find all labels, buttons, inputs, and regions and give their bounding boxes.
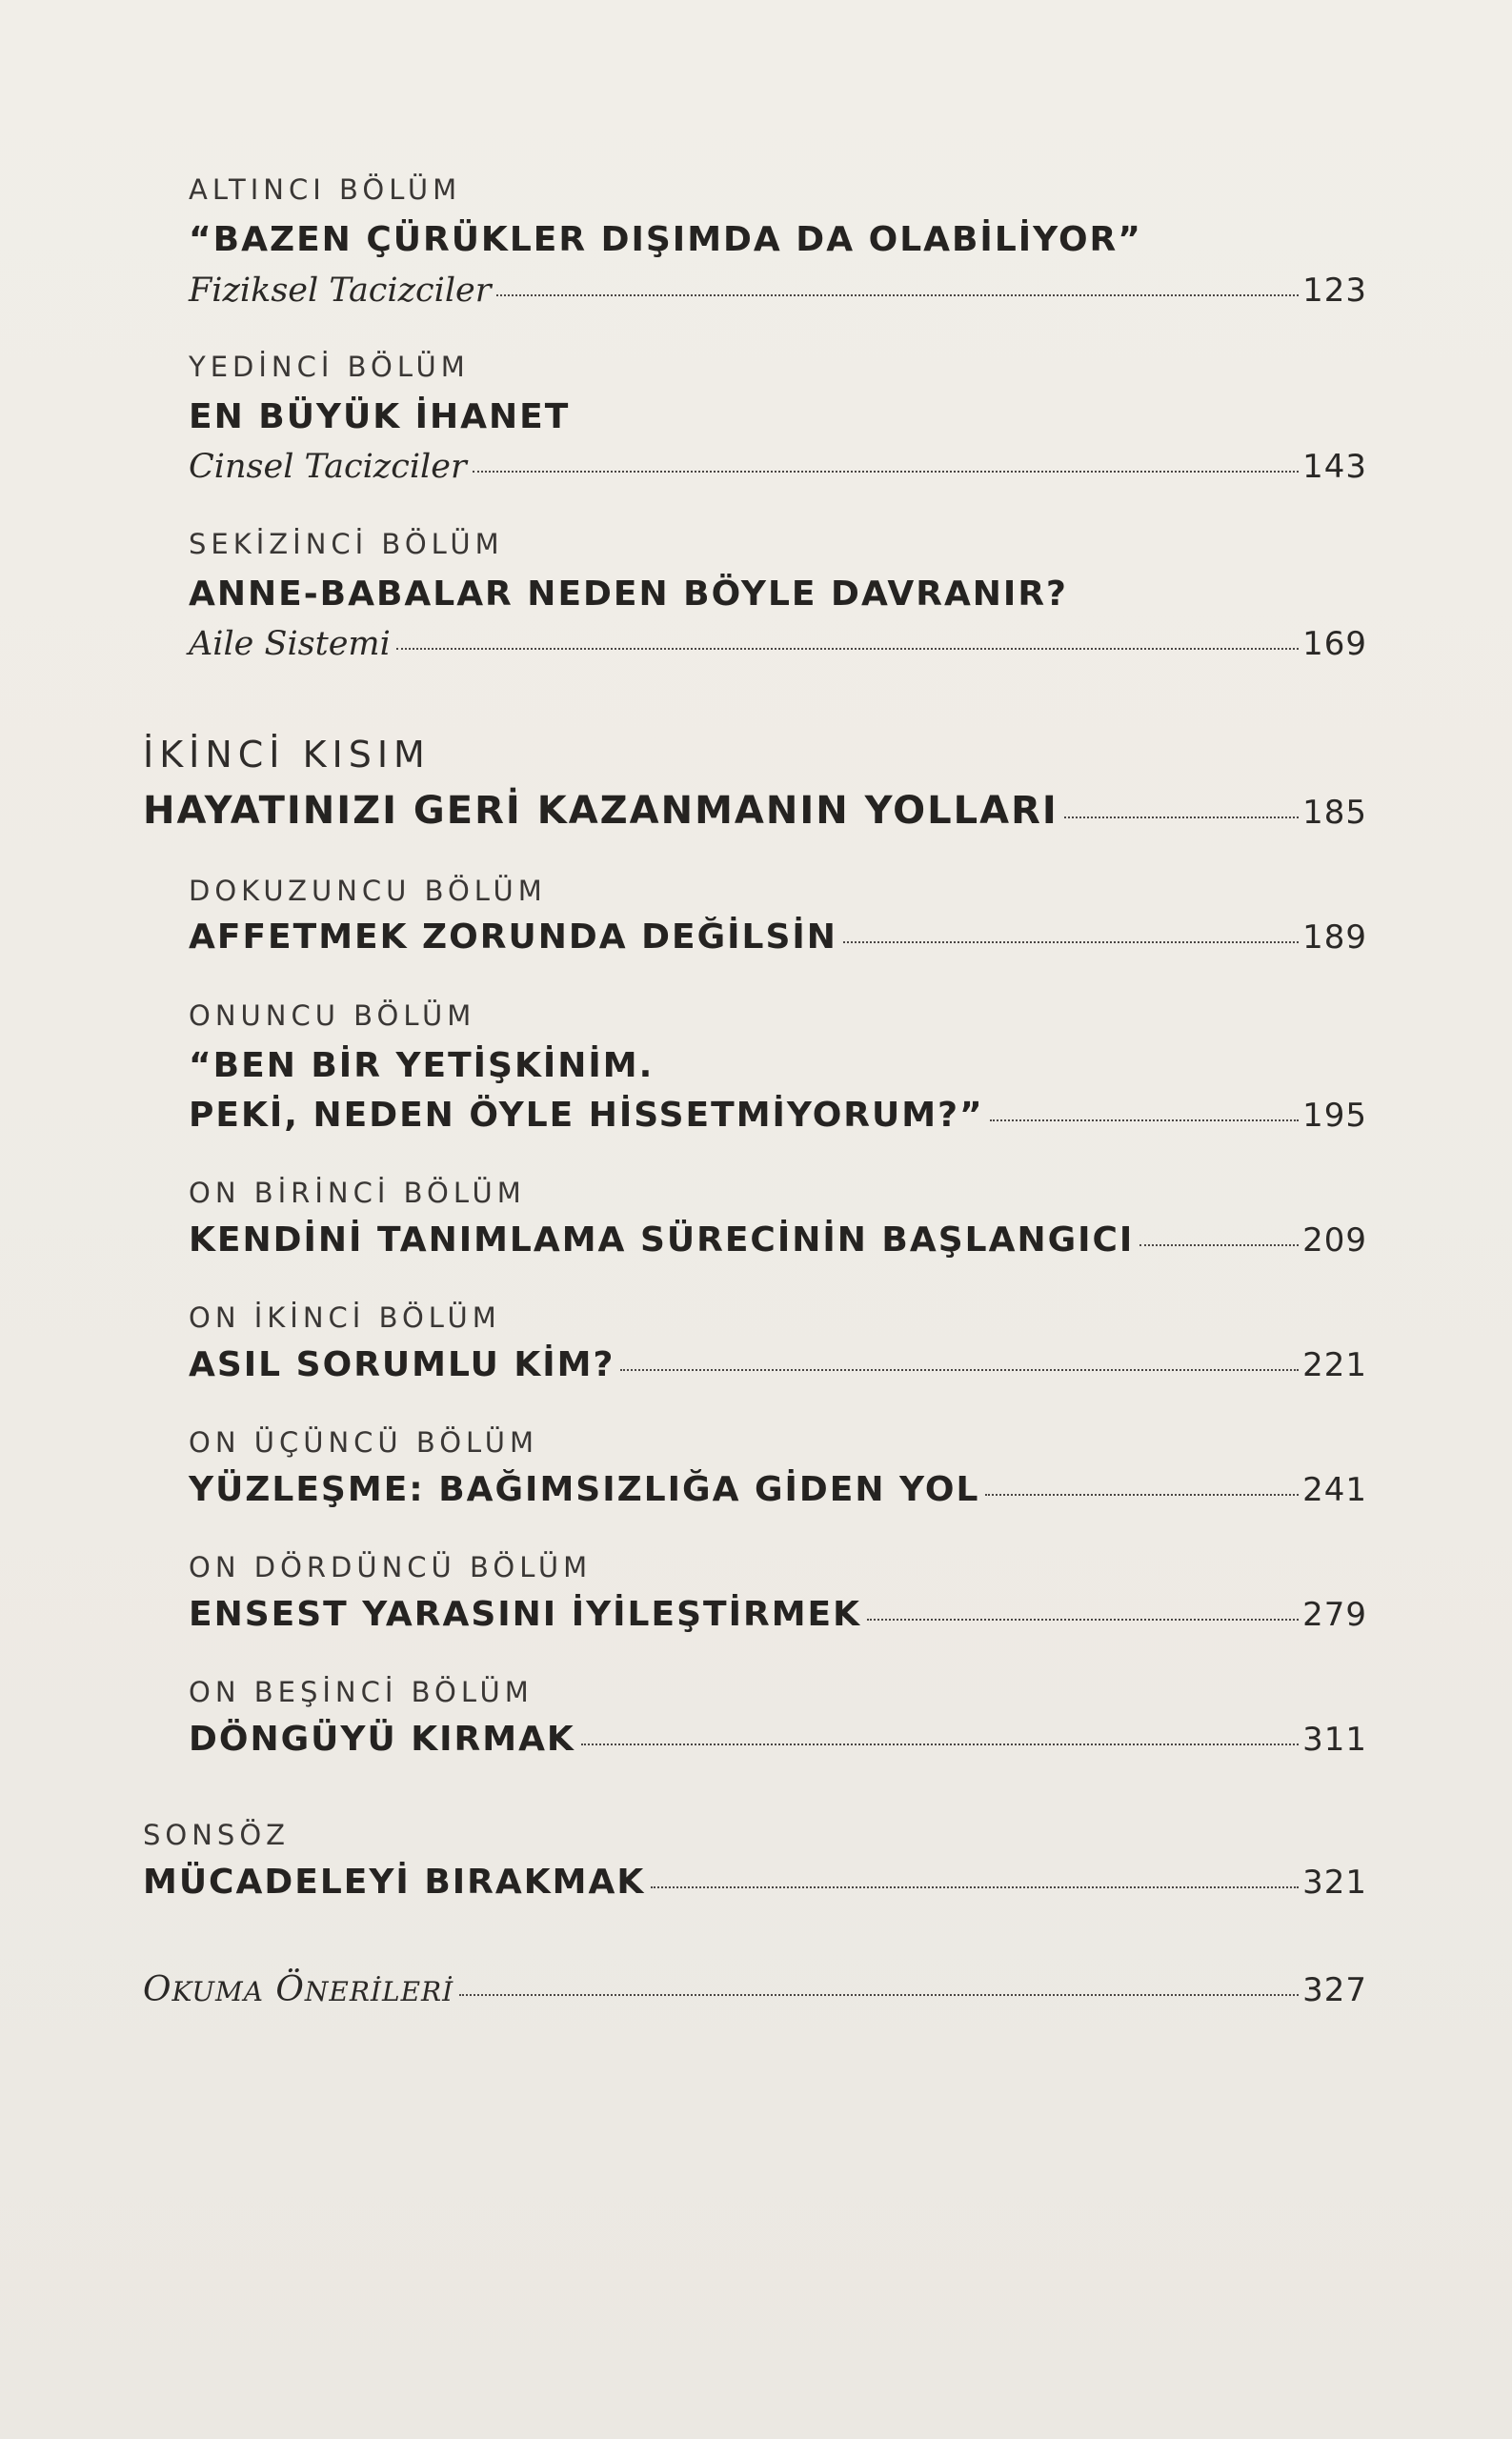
page-number: 311	[1302, 1721, 1367, 1759]
chapter-title: YÜZLEŞME: BAĞIMSIZLIĞA GİDEN YOL	[189, 1470, 980, 1509]
toc-entry[interactable]	[189, 1595, 1367, 1634]
toc-entry[interactable]	[143, 1863, 1367, 1902]
dot-leader	[1139, 1244, 1299, 1246]
chapter-title: EN BÜYÜK İHANET	[189, 397, 571, 436]
page-number: 123	[1302, 272, 1367, 310]
toc-entry[interactable]	[189, 625, 1367, 663]
chapter-label: ONUNCU BÖLÜM	[189, 999, 476, 1032]
chapter-label: YEDİNCİ BÖLÜM	[189, 351, 470, 383]
part-title: HAYATINIZI GERİ KAZANMANIN YOLLARI	[143, 789, 1058, 833]
reading-title: OKUMA ÖNERİLERİ	[143, 1970, 454, 2009]
dot-leader	[396, 648, 1299, 650]
chapter-subtitle: Fiziksel Tacizciler	[189, 272, 492, 310]
chapter-label: ON ÜÇÜNCÜ BÖLÜM	[189, 1426, 538, 1459]
chapter-label: ON İKİNCİ BÖLÜM	[189, 1301, 501, 1334]
dot-leader	[985, 1494, 1299, 1496]
dot-leader	[496, 294, 1299, 296]
dot-leader	[843, 941, 1299, 943]
toc-entry[interactable]	[143, 789, 1367, 833]
chapter-label: DOKUZUNCU BÖLÜM	[189, 875, 547, 907]
toc-entry[interactable]	[189, 272, 1367, 310]
chapter-subtitle: Aile Sistemi	[189, 625, 391, 663]
toc-entry[interactable]	[189, 1096, 1367, 1135]
dot-leader	[867, 1619, 1299, 1621]
toc-entry[interactable]	[189, 917, 1367, 957]
toc-entry[interactable]	[189, 1220, 1367, 1260]
toc-entry[interactable]	[189, 448, 1367, 486]
toc-entry[interactable]	[189, 1720, 1367, 1759]
part-label: İKİNCİ KISIM	[143, 734, 431, 776]
chapter-title: ENSEST YARASINI İYİLEŞTİRMEK	[189, 1595, 862, 1634]
page-number: 185	[1302, 794, 1367, 832]
chapter-label: ALTINCI BÖLÜM	[189, 173, 462, 206]
dot-leader	[651, 1886, 1299, 1888]
chapter-title: ANNE-BABALAR NEDEN BÖYLE DAVRANIR?	[189, 574, 1068, 614]
page-number: 169	[1302, 625, 1367, 663]
dot-leader	[990, 1119, 1299, 1121]
dot-leader	[1064, 816, 1299, 818]
page-number: 143	[1302, 448, 1367, 486]
page-number: 321	[1302, 1864, 1367, 1902]
chapter-label: ON BİRİNCİ BÖLÜM	[189, 1177, 526, 1209]
chapter-title: DÖNGÜYÜ KIRMAK	[189, 1720, 575, 1759]
chapter-label: SEKİZİNCİ BÖLÜM	[189, 528, 504, 560]
toc-entry[interactable]	[143, 1970, 1367, 2009]
chapter-title: KENDİNİ TANIMLAMA SÜRECİNİN BAŞLANGICI	[189, 1220, 1135, 1260]
page-number: 189	[1302, 918, 1367, 957]
chapter-subtitle: Cinsel Tacizciler	[189, 448, 467, 486]
chapter-label: ON BEŞİNCİ BÖLÜM	[189, 1676, 534, 1708]
page-number: 327	[1302, 1971, 1367, 2009]
epilogue-label: SONSÖZ	[143, 1819, 291, 1851]
chapter-title: “BAZEN ÇÜRÜKLER DIŞIMDA DA OLABİLİYOR”	[189, 220, 1142, 259]
chapter-title: PEKİ, NEDEN ÖYLE HİSSETMİYORUM?”	[189, 1096, 984, 1135]
dot-leader	[459, 1994, 1299, 1996]
page-number: 279	[1302, 1596, 1367, 1634]
chapter-title: ASIL SORUMLU KİM?	[189, 1345, 615, 1384]
chapter-title-line: “BEN BİR YETİŞKİNİM.	[189, 1046, 655, 1085]
chapter-label: ON DÖRDÜNCÜ BÖLÜM	[189, 1551, 593, 1583]
page-number: 209	[1302, 1221, 1367, 1260]
chapter-title: AFFETMEK ZORUNDA DEĞİLSİN	[189, 917, 837, 957]
epilogue-title: MÜCADELEYİ BIRAKMAK	[143, 1863, 646, 1902]
page-number: 241	[1302, 1471, 1367, 1509]
dot-leader	[620, 1369, 1299, 1371]
toc-entry[interactable]	[189, 1345, 1367, 1384]
page-number: 195	[1302, 1097, 1367, 1135]
dot-leader	[581, 1744, 1299, 1745]
toc-entry[interactable]	[189, 1470, 1367, 1509]
page-number: 221	[1302, 1346, 1367, 1384]
dot-leader	[473, 471, 1299, 473]
